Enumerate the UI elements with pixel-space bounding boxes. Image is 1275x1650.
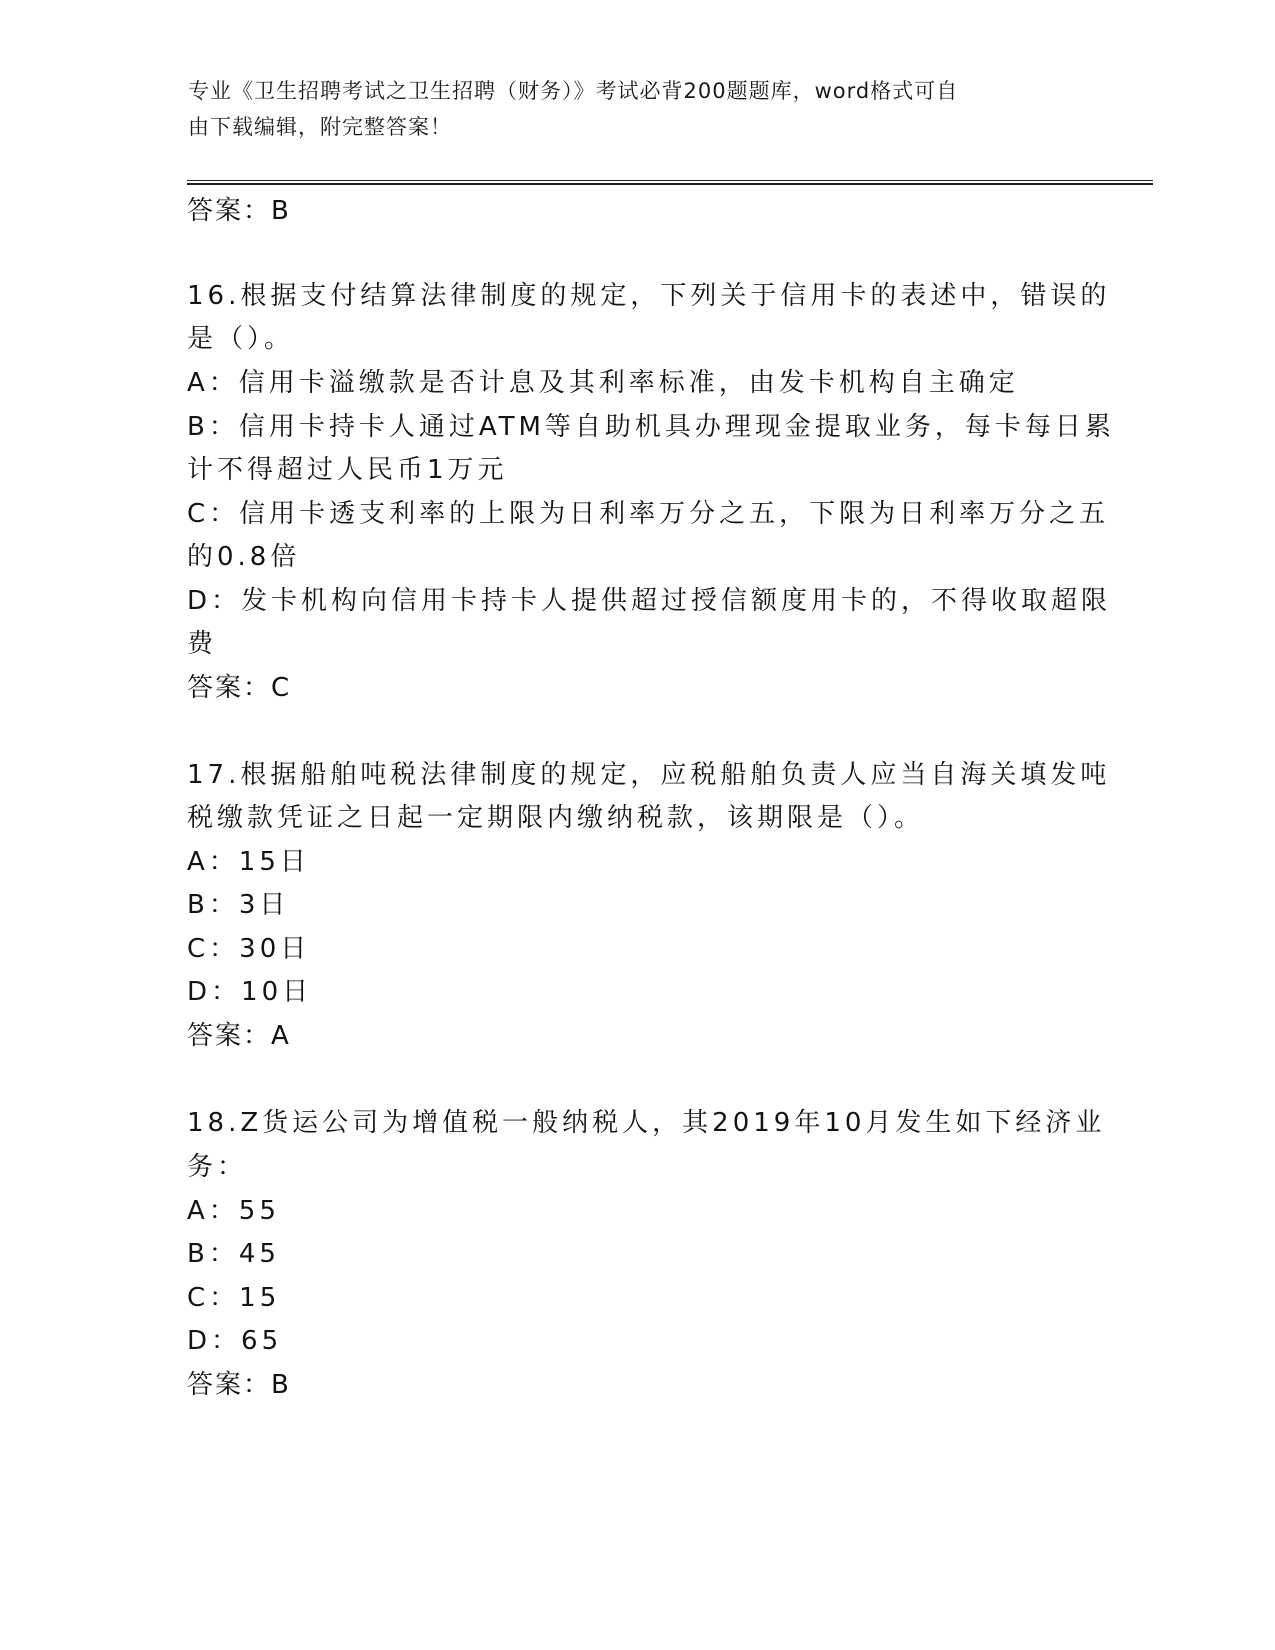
question-16-answer: 答案：C: [187, 673, 292, 703]
header-rule-thin: [187, 180, 1153, 181]
question-17-option-a: A：15日: [187, 847, 310, 877]
document-header: [188, 73, 1068, 145]
question-18-option-b: B：45: [187, 1239, 280, 1269]
question-18-stem-line-1: 18.Z货运公司为增值税一般纳税人，其2019年10月发生如下经济业: [187, 1108, 1106, 1138]
question-17-option-d: D：10日: [187, 977, 313, 1007]
question-18-option-a: A：55: [187, 1196, 280, 1226]
header-line-1: 专业《卫生招聘考试之卫生招聘（财务）》考试必背200题题库，word格式可自: [188, 79, 959, 103]
question-18-option-d: D：65: [187, 1326, 283, 1356]
header-line-2: 由下载编辑，附完整答案！: [188, 115, 452, 139]
question-18-answer: 答案：B: [187, 1370, 291, 1400]
question-17-answer: 答案：A: [187, 1021, 291, 1051]
previous-answer: 答案：B: [187, 196, 291, 226]
question-16-option-a: A：信用卡溢缴款是否计息及其利率标准，由发卡机构自主确定: [187, 368, 1019, 398]
question-16-stem-line-1: 16.根据支付结算法律制度的规定，下列关于信用卡的表述中，错误的: [187, 281, 1111, 311]
question-16-option-b-line-1: B：信用卡持卡人通过ATM等自助机具办理现金提取业务，每卡每日累: [187, 412, 1115, 442]
question-16-option-c-line-2: 的0.8倍: [187, 542, 301, 572]
question-18-stem-line-2: 务：: [187, 1152, 248, 1182]
question-16-option-d-line-1: D：发卡机构向信用卡持卡人提供超过授信额度用卡的，不得收取超限: [187, 586, 1112, 616]
question-17-stem-line-1: 17.根据船舶吨税法律制度的规定，应税船舶负责人应当自海关填发吨: [187, 760, 1111, 790]
question-16-option-d-line-2: 费: [187, 629, 218, 659]
header-rule-thick: [187, 183, 1153, 185]
question-16-option-b-line-2: 计不得超过人民币1万元: [187, 455, 508, 485]
question-17-option-c: C：30日: [187, 934, 311, 964]
question-16-stem-line-2: 是（）。: [187, 324, 295, 354]
question-18-option-c: C：15: [187, 1283, 281, 1313]
question-17-option-b: B：3日: [187, 890, 290, 920]
question-16-option-c-line-1: C：信用卡透支利率的上限为日利率万分之五，下限为日利率万分之五: [187, 499, 1110, 529]
question-17-stem-line-2: 税缴款凭证之日起一定期限内缴纳税款，该期限是（）。: [187, 803, 925, 833]
